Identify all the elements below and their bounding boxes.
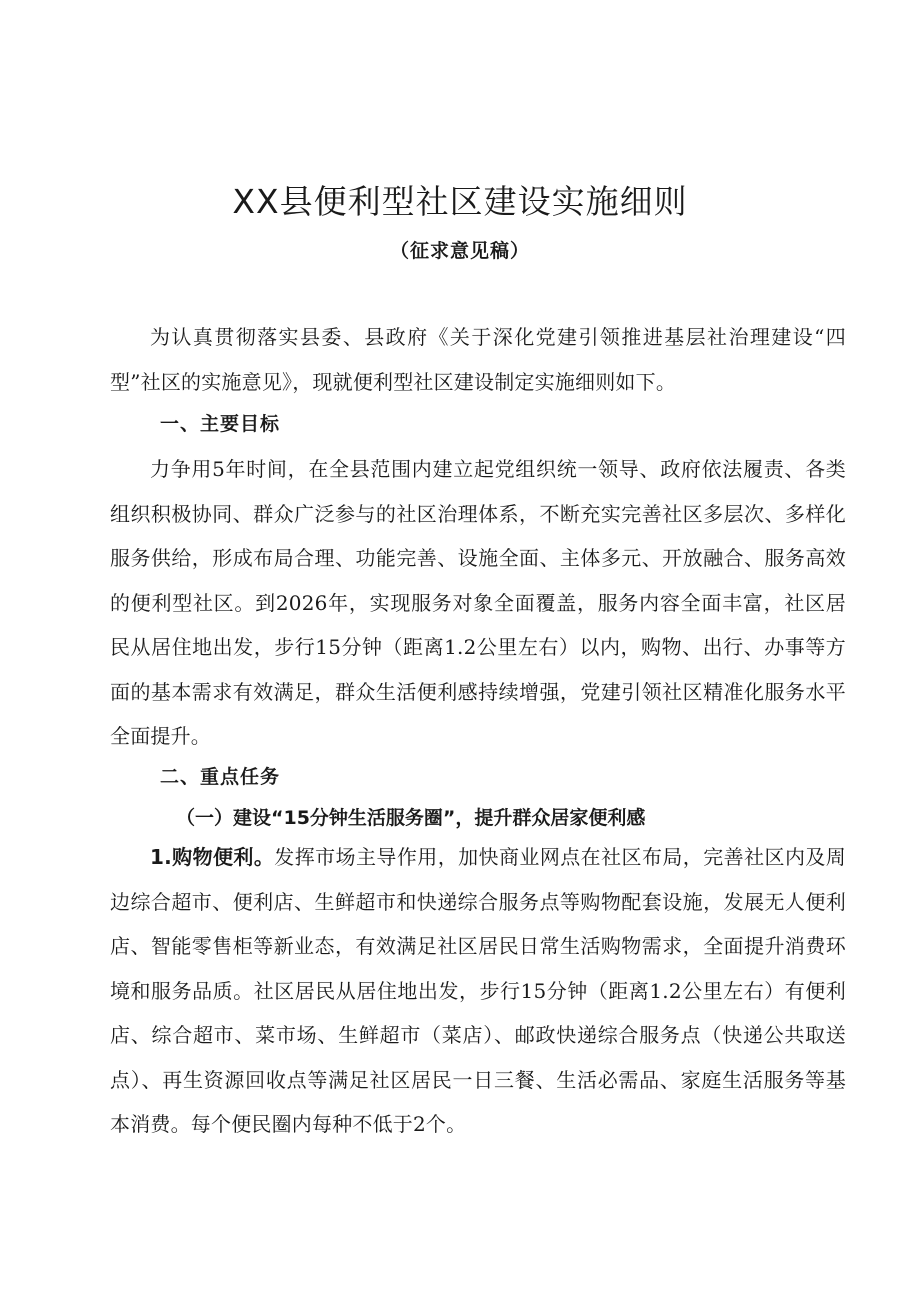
section-heading-goals: 一、主要目标 — [160, 413, 281, 435]
intro-paragraph: 为认真贯彻落实县委、县政府《关于深化党建引领推进基层社治理建设“四型”社区的实施意见》，现就便利型社区建设制定实施细则如下。 — [110, 325, 846, 394]
goals-paragraph: 力争用5年时间，在全县范围内建立起党组织统一领导、政府依法履责、各类组织积极协同、群众广泛参与的社区治理体系，不断充实完善社区多层次、多样化服务供给，形成布局合理、功能完善、设施全面、主体多元、开放融合、服务高效的便利型社区。到2026年，实现服务对象全面覆盖，服务内容全面丰富，社区居民从居住地出发，步行15分钟（距离1.2公里左右）以内，购物、出行、办事等方面的基本需求有效满足，群众生活便利感持续增强，党建引领社区精准化服务水平全面提升。 — [110, 457, 846, 748]
subsection-heading-service-circle: （一）建设“15分钟生活服务圈”，提升群众居家便利感 — [176, 807, 646, 829]
section-heading-tasks: 二、重点任务 — [160, 766, 281, 788]
item-lead-shopping: 1.购物便利。 — [150, 845, 275, 869]
document-title: XX县便利型社区建设实施细则 — [232, 182, 688, 221]
shopping-paragraph — [110, 835, 846, 1147]
item-body-shopping: 发挥市场主导作用，加快商业网点在社区布局，完善社区内及周边综合超市、便利店、生鲜超市和快递综合服务点等购物配套设施，发展无人便利店、智能零售柜等新业态，有效满足社区居民日常生活购物需求，全面提升消费环境和服务品质。社区居民从居住地出发，步行15分钟（距离1.2公里左右）有便利店、综合超市、菜市场、生鲜超市（菜店）、邮政快递综合服务点（快递公共取送点）、再生资源回收点等满足社区居民一日三餐、生活必需品、家庭生活服务等基本消费。每个便民圈内每种不低于2个。 — [110, 845, 846, 1136]
document-subtitle: （征求意见稿） — [389, 240, 530, 262]
